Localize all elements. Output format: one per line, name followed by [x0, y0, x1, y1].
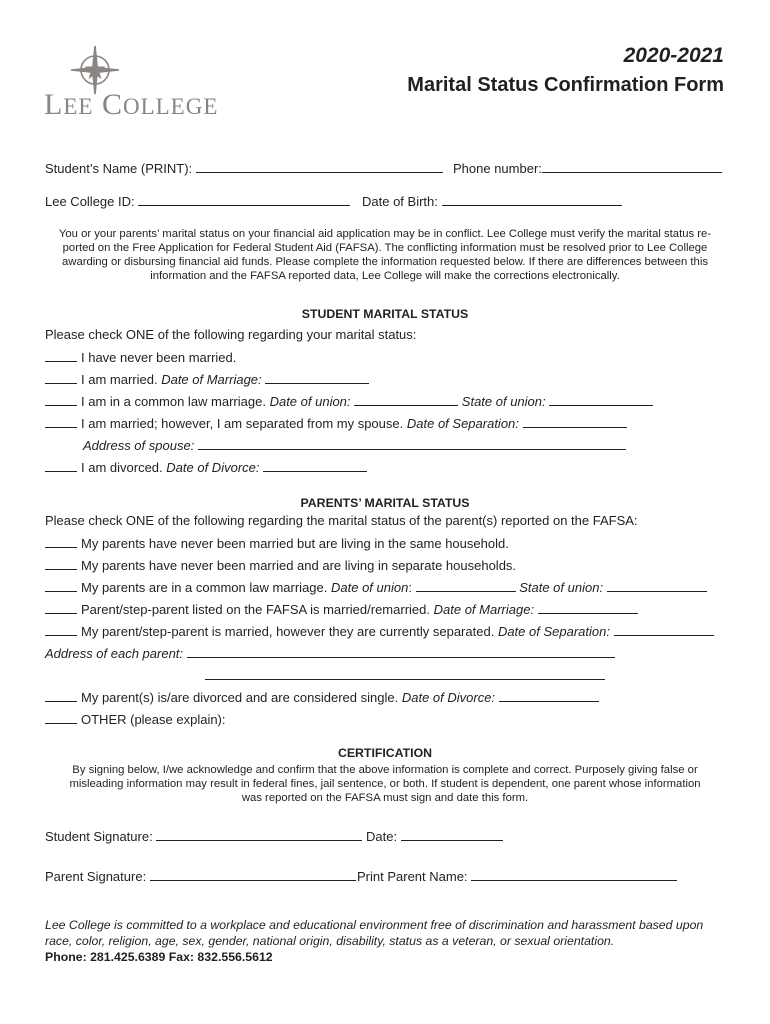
option-label: OTHER (please explain): [81, 712, 226, 727]
certification-line: misleading information may result in federal fines, jail sentence, or both. If student is dependent, one parent whose information [69, 778, 701, 790]
spouse-address-field[interactable] [198, 437, 626, 450]
check-blank[interactable] [45, 415, 77, 428]
student-option-married [45, 371, 369, 387]
option-label: I am divorced. [81, 460, 163, 475]
check-blank[interactable] [45, 689, 77, 702]
option-label: My parent(s) is/are divorced and are considered single. [81, 690, 399, 705]
logo-wordmark [44, 88, 218, 122]
spouse-address-row [83, 437, 626, 453]
option-label: I have never been married. [81, 350, 237, 365]
intro-line: You or your parents’ marital status on your financial aid application may be in conflict. Lee College must verify the marital status re- [58, 228, 712, 240]
date-of-union-label: Date of union [331, 580, 409, 595]
parent-option-divorced [45, 689, 599, 705]
logo-letters: EE [63, 94, 94, 119]
print-parent-name-label: Print Parent Name: [357, 869, 468, 884]
logo-letters: OLLEGE [122, 94, 219, 119]
check-blank[interactable] [45, 459, 77, 472]
certification-line: By signing below, I/we acknowledge and confirm that the above information is complete and correct. Purposely giving false or [72, 764, 698, 776]
parent-address-label: Address of each parent: [45, 646, 184, 661]
date-of-separation-label: Date of Separation: [497, 624, 610, 639]
lee-id-field[interactable] [138, 193, 350, 206]
parent-address-field-2[interactable] [205, 667, 605, 685]
parent-address-line[interactable] [205, 667, 605, 680]
student-option-never-married [45, 349, 236, 365]
check-blank[interactable] [45, 579, 77, 592]
print-parent-name-field[interactable] [471, 868, 677, 881]
student-signature-label: Student Signature: [45, 829, 153, 844]
intro-paragraph [40, 227, 730, 283]
intro-line: awarding or disbursing financial aid funds. Please complete the information requested below. If there are differences between this [62, 256, 708, 268]
student-instruction: Please check ONE of the following regarding your marital status: [45, 327, 417, 342]
state-of-union-field[interactable] [607, 579, 707, 592]
option-label: My parent/step-parent is married, however they are currently separated. [81, 624, 495, 639]
parent-option-other [45, 711, 226, 727]
option-label: I am married; however, I am separated from my spouse. [81, 416, 404, 431]
option-label: Parent/step-parent listed on the FAFSA is married/remarried. [81, 602, 430, 617]
option-label: My parents have never been married and are living in separate households. [81, 558, 517, 573]
parent-signature-label: Parent Signature: [45, 869, 147, 884]
phone-field[interactable] [542, 160, 722, 173]
student-date-row [366, 828, 503, 844]
date-of-separation-field[interactable] [614, 623, 714, 636]
option-label: My parents are in a common law marriage. [81, 580, 328, 595]
nondiscrimination-line-1: Lee College is committed to a workplace and educational environment free of discrimination and harassment based upon [45, 918, 704, 932]
signature-date-label: Date: [366, 829, 398, 844]
date-of-divorce-field[interactable] [499, 689, 599, 702]
check-blank[interactable] [45, 623, 77, 636]
parent-signature-row [45, 868, 356, 884]
dob-label: Date of Birth: [362, 194, 438, 209]
logo-letter: C [101, 88, 123, 121]
date-of-divorce-label: Date of Divorce: [401, 690, 496, 705]
logo-letter: L [44, 88, 64, 121]
check-blank[interactable] [45, 349, 77, 362]
date-of-separation-field[interactable] [523, 415, 627, 428]
certification-line: was reported on the FAFSA must sign and date this form. [241, 792, 529, 804]
parent-section-heading: PARENTS’ MARITAL STATUS [300, 496, 470, 510]
student-name-row [45, 160, 443, 176]
date-of-separation-label: Date of Separation: [406, 416, 519, 431]
student-option-separated [45, 415, 627, 431]
nondiscrimination-line-2: race, color, religion, age, sex, gender, national origin, disability, status as a veteran, or sexual orientation. [45, 934, 615, 948]
option-label: I am in a common law marriage. [81, 394, 266, 409]
check-blank[interactable] [45, 601, 77, 614]
parent-instruction: Please check ONE of the following regarding the marital status of the parent(s) reported on the FAFSA: [45, 513, 638, 528]
date-of-union-label: Date of union: [269, 394, 351, 409]
date-of-marriage-label: Date of Marriage: [433, 602, 535, 617]
student-signature-field[interactable] [156, 828, 362, 841]
lee-id-row [45, 193, 350, 209]
contact-phone-fax: Phone: 281.425.6389 Fax: 832.556.5612 [45, 950, 273, 964]
student-option-divorced [45, 459, 367, 475]
parent-option-separate-households [45, 557, 516, 573]
option-label: My parents have never been married but are living in the same household. [81, 536, 509, 551]
date-of-marriage-label: Date of Marriage: [161, 372, 262, 387]
state-of-union-label: State of union: [519, 580, 604, 595]
phone-label: Phone number: [453, 161, 542, 176]
check-blank[interactable] [45, 371, 77, 384]
parent-option-separated [45, 623, 714, 639]
intro-line: ported on the Free Application for Federal Student Aid (FAFSA). The conflicting information must be resolved prior to Lee College [62, 242, 708, 254]
parent-address-field[interactable] [187, 645, 615, 658]
student-name-label: Student’s Name (PRINT): [45, 161, 193, 176]
signature-date-field[interactable] [401, 828, 503, 841]
date-of-marriage-field[interactable] [538, 601, 638, 614]
check-blank[interactable] [45, 535, 77, 548]
date-of-divorce-label: Date of Divorce: [166, 460, 260, 475]
certification-paragraph [40, 763, 730, 805]
form-title: Marital Status Confirmation Form [407, 74, 724, 96]
parent-address-row [45, 645, 615, 661]
phone-row [453, 160, 722, 176]
date-of-union-field[interactable] [354, 393, 458, 406]
student-signature-row [45, 828, 362, 844]
colon: : [408, 580, 412, 595]
option-label: I am married. [81, 372, 158, 387]
spouse-address-label: Address of spouse: [83, 438, 195, 453]
check-blank[interactable] [45, 393, 77, 406]
dob-row [362, 193, 622, 209]
student-option-common-law [45, 393, 653, 409]
date-of-marriage-field[interactable] [265, 371, 369, 384]
lee-id-label: Lee College ID: [45, 194, 135, 209]
student-section-heading: STUDENT MARITAL STATUS [301, 307, 469, 321]
date-of-union-field[interactable] [416, 579, 516, 592]
parent-option-common-law [45, 579, 707, 595]
intro-line: information and the FAFSA reported data, Lee College will make the corrections electronically. [150, 270, 620, 282]
check-blank[interactable] [45, 711, 77, 724]
parent-option-married [45, 601, 638, 617]
date-of-divorce-field[interactable] [263, 459, 367, 472]
print-parent-name-row [357, 868, 677, 884]
parent-signature-field[interactable] [150, 868, 356, 881]
student-name-field[interactable] [196, 160, 443, 173]
parent-option-same-household [45, 535, 509, 551]
check-blank[interactable] [45, 557, 77, 570]
certification-heading: CERTIFICATION [337, 746, 433, 760]
form-year: 2020-2021 [623, 44, 724, 67]
state-of-union-field[interactable] [549, 393, 653, 406]
state-of-union-label: State of union: [461, 394, 546, 409]
dob-field[interactable] [442, 193, 622, 206]
